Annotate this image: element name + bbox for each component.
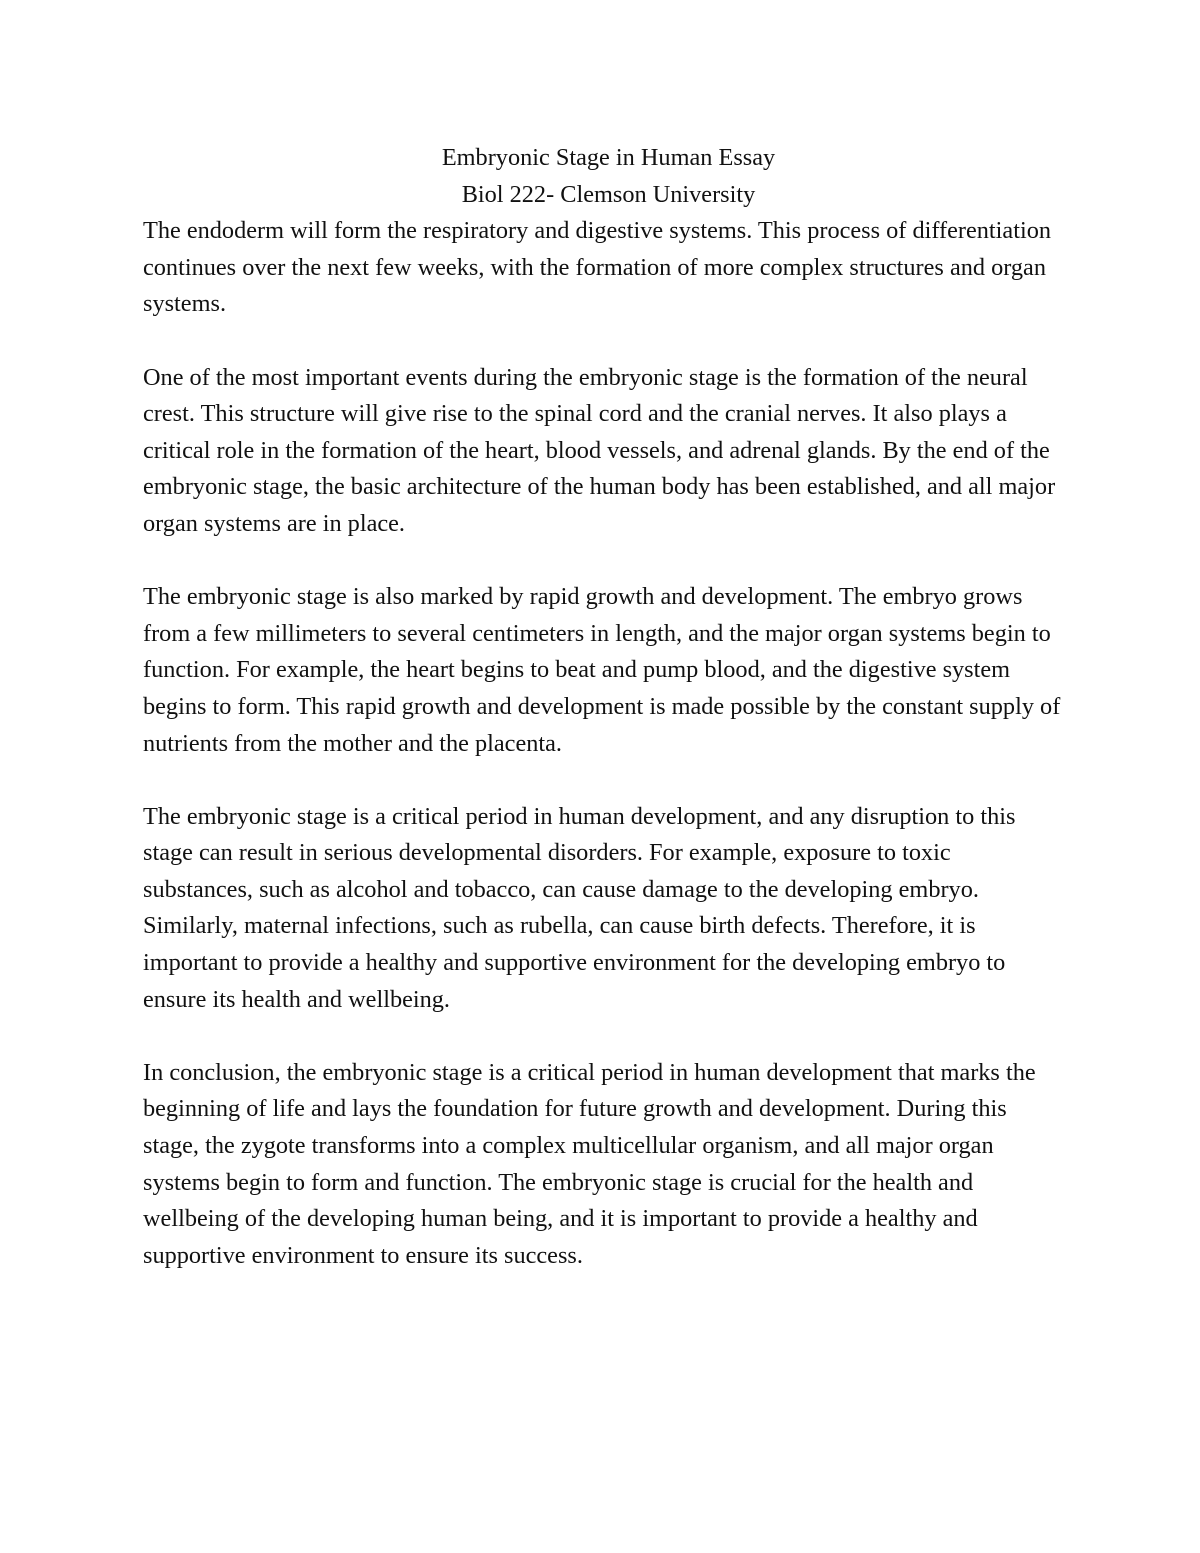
paragraph-4: The embryonic stage is a critical period in human development, and any disruption to this stage can result in serious developmental disorders. For example, exposure to toxic substances, such as alcohol and tobacco, can cause damage to the developing embryo. Similarly, maternal infections, such as rubella, can cause birth defects. Therefore, it is important to provide a healthy and supportive environment for the developing embryo to ensure its health and wellbeing. [143,802,1016,1013]
paragraph-3: The embryonic stage is also marked by rapid growth and development. The embryo grows from a few millimeters to several centimeters in length, and the major organ systems begin to function. For example, the heart begins to beat and pump blood, and the digestive system begins to form. This rapid growth and development is made possible by the constant supply of nutrients from the mother and the placenta. [143,583,1061,757]
paragraph-1: The endoderm will form the respiratory and digestive systems. This process of differentiation continues over the next few weeks, with the formation of more complex structures and organ systems. [143,217,1051,318]
paragraph-5: In conclusion, the embryonic stage is a critical period in human development that marks the beginning of life and lays the foundation for future growth and development. During this stage, the zygote transforms into a complex multicellular organism, and all major organ systems begin to form and function. The embryonic stage is crucial for the health and wellbeing of the developing human being, and it is important to provide a healthy and supportive environment to ensure its success. [143,1058,1036,1269]
document-subtitle: Biol 222- Clemson University [461,180,756,208]
document-body [143,140,1063,1274]
paragraph-2: One of the most important events during the embryonic stage is the formation of the neural crest. This structure will give rise to the spinal cord and the cranial nerves. It also plays a critical role in the formation of the heart, blood vessels, and adrenal glands. By the end of the embryonic stage, the basic architecture of the human body has been established, and all major organ systems are in place. [143,363,1056,537]
document-title: Embryonic Stage in Human Essay [441,144,776,171]
